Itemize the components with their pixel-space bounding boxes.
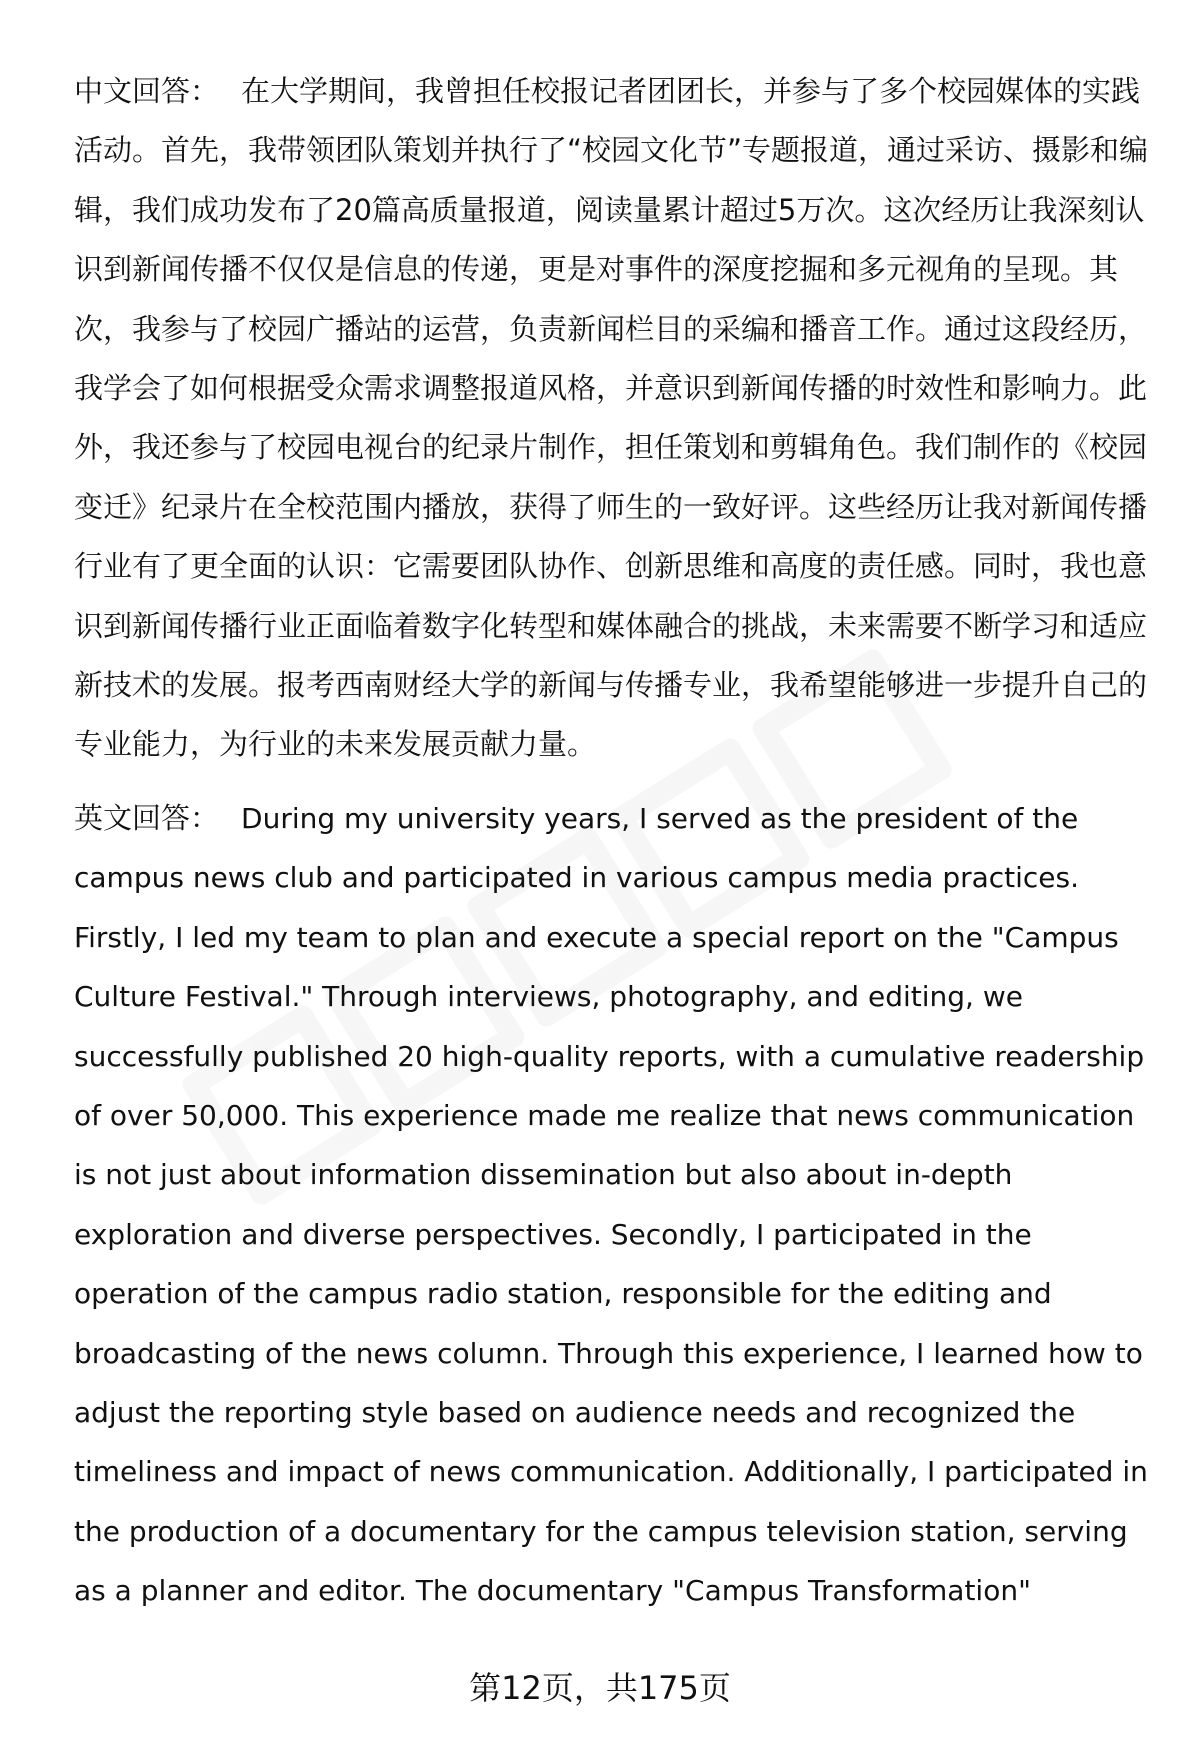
english-answer-label: 英文回答：	[74, 800, 220, 835]
chinese-answer-paragraph	[74, 62, 1164, 775]
english-answer-paragraph	[74, 789, 1164, 1621]
english-answer-text: During my university years, I served as the president of the campus news club and participated in various campus media practices. Firstly, I led my team to plan and execute a special report on the "Campus Culture Festival." Through interviews, photography, and editing, we successfully published 20 high-quality reports, with a cumulative readership of over 50,000. This experience made me realize that news communication is not just about information dissemination but also about in-depth exploration and diverse perspectives. Secondly, I participated in the operation of the campus radio station, responsible for the editing and broadcasting of the news column. Through this experience, I learned how to adjust the reporting style based on audience needs and recognized the timeliness and impact of news communication. Additionally, I participated in the production of a documentary for the campus television station, serving as a planner and editor. The documentary "Campus Transformation"	[74, 801, 1148, 1608]
document-body	[74, 62, 1164, 1621]
chinese-answer-label: 中文回答：	[74, 74, 220, 108]
page-number-footer: 第12页，共175页	[469, 1669, 731, 1707]
chinese-answer-text: 在大学期间，我曾担任校报记者团团长，并参与了多个校园媒体的实践活动。首先，我带领团队策划并执行了“校园文化节”专题报道，通过采访、摄影和编辑，我们成功发布了20篇高质量报道，阅读量累计超过5万次。这次经历让我深刻认识到新闻传播不仅仅是信息的传递，更是对事件的深度挖掘和多元视角的呈现。其次，我参与了校园广播站的运营，负责新闻栏目的采编和播音工作。通过这段经历，我学会了如何根据受众需求调整报道风格，并意识到新闻传播的时效性和影响力。此外，我还参与了校园电视台的纪录片制作，担任策划和剪辑角色。我们制作的《校园变迁》纪录片在全校范围内播放，获得了师生的一致好评。这些经历让我对新闻传播行业有了更全面的认识：它需要团队协作、创新思维和高度的责任感。同时，我也意识到新闻传播行业正面临着数字化转型和媒体融合的挑战，未来需要不断学习和适应新技术的发展。报考西南财经大学的新闻与传播专业，我希望能够进一步提升自己的专业能力，为行业的未来发展贡献力量。	[74, 74, 1149, 762]
